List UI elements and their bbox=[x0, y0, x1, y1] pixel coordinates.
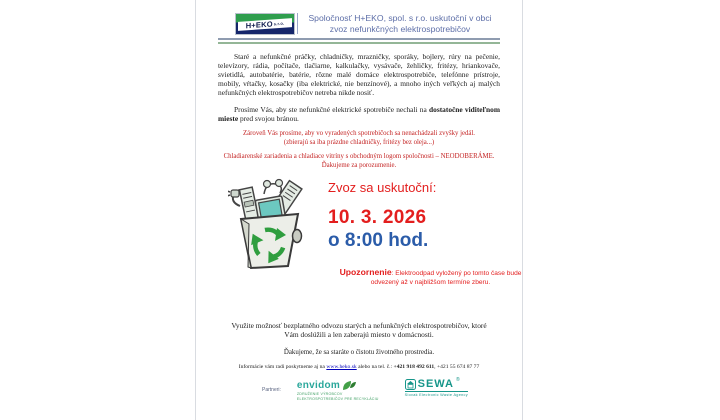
header bbox=[218, 13, 500, 34]
sewa-house-icon bbox=[405, 379, 416, 390]
envidom-logo-top bbox=[297, 379, 379, 391]
thanks-line: Ďakujeme, že sa staráte o čistotu životného prostredia. bbox=[283, 349, 435, 357]
schedule-date: 10. 3. 2026 bbox=[328, 207, 427, 229]
schedule-block bbox=[328, 178, 533, 287]
recycle-bin-icon bbox=[228, 178, 312, 270]
header-title-line2: zvoz nefunkčných elektrospotrebičov bbox=[329, 23, 471, 34]
intro-paragraph: Staré a nefunkčné práčky, chladničky, mrazničky, sporáky, bojlery, rúry na pečenie, televízory, rádia, počítače, tlačiarne, kalkulačky, vysávače, žehličky, fritézy, hriankovače, svietidlá, autobatérie, batérie, rôzne malé domáce elektrospotrebiče, telefónne prístroje, mobily, vŕtačky, kosačky (iba elektrické, nie benzínové), a mnoho iných veľkých aj malých nefunkčných elektrospotrebičov netreba nikde nosiť. bbox=[218, 52, 500, 97]
heko-logo bbox=[236, 14, 294, 34]
heko-logo-suffix: s.r.o. bbox=[273, 20, 285, 26]
contact-phone1: +421 918 492 611 bbox=[393, 364, 435, 371]
heko-logo-name: H+EKO bbox=[245, 18, 273, 30]
heko-website-link[interactable]: www.heko.sk bbox=[326, 364, 357, 371]
red-note-line1: Zároveň Vás prosíme, aby vo vyradených spotrebičoch sa nenachádzali zvyšky jedál. bbox=[242, 130, 476, 137]
recycle-bin-clipart bbox=[228, 178, 312, 287]
contact-phone2: +421 55 674 87 77 bbox=[436, 364, 480, 371]
envidom-name: envidom bbox=[296, 379, 341, 391]
header-title bbox=[297, 13, 500, 34]
red-note-line4: Ďakujeme za porozumenie. bbox=[321, 161, 397, 169]
sewa-logo-top bbox=[405, 379, 468, 390]
warning-label: Upozornenie bbox=[339, 267, 392, 278]
schedule-section bbox=[218, 178, 522, 287]
request-text-before: Prosíme Vás, aby ste nefunkčné elektrické spotrebiče nechali na bbox=[234, 105, 430, 114]
contact-line bbox=[218, 364, 500, 370]
warning-text: : Elektroodpad vyložený po tomto čase bude odvezený až v najbližšom termíne zberu. bbox=[370, 270, 522, 286]
red-notes bbox=[218, 130, 500, 170]
header-title-line1: Spoločnosť H+EKO, spol. s r.o. uskutoční v obci bbox=[308, 13, 492, 23]
request-text-bold: dostatočne viditeľnom mieste bbox=[218, 105, 500, 123]
contact-middle: alebo na tel. č.: bbox=[356, 364, 394, 371]
partners-label: Partneri: bbox=[262, 387, 281, 394]
warning-note bbox=[328, 268, 533, 287]
contact-prefix: Informácie vám radi poskytneme aj na bbox=[238, 364, 327, 371]
red-note-line2: (zbierajú sa iba prázdne chladničky, fritézy bez oleja...) bbox=[283, 138, 435, 146]
partners-row bbox=[218, 379, 500, 401]
sewa-name: SEWA bbox=[417, 378, 455, 391]
contact-separator: , bbox=[434, 364, 437, 371]
envidom-leaves-icon bbox=[342, 379, 356, 391]
heko-logo-text bbox=[238, 18, 292, 31]
closing-paragraph: Využite možnosť bezplatného odvozu starých a nefunkčných elektrospotrebičov, ktoré Vám doslúžili a len zaberajú miesto v domácnosti. bbox=[231, 321, 487, 340]
header-divider bbox=[218, 38, 500, 44]
envidom-subtitle-line1: ZDRUŽENIE VÝROBCOV bbox=[296, 392, 343, 397]
schedule-heading: Zvoz sa uskutoční: bbox=[328, 180, 437, 196]
sewa-registered-mark: ® bbox=[456, 377, 460, 384]
flyer-page bbox=[195, 0, 523, 420]
sewa-subtitle: Slovak Electronic Waste Agency bbox=[404, 393, 468, 398]
request-paragraph bbox=[218, 105, 500, 123]
red-note-line3: Chladiarenské zariadenia a chladiace vitríny s obchodným logom spoločnosti – NEODOBERÁME. bbox=[223, 153, 495, 161]
sewa-logo bbox=[405, 379, 468, 397]
schedule-time: o 8:00 hod. bbox=[328, 230, 429, 252]
envidom-subtitle-line2: ELEKTROSPOTREBIČOV PRE RECYKLÁCIU bbox=[296, 397, 379, 402]
envidom-logo bbox=[297, 379, 379, 401]
request-text-after: pred svojou bránou. bbox=[238, 114, 299, 123]
